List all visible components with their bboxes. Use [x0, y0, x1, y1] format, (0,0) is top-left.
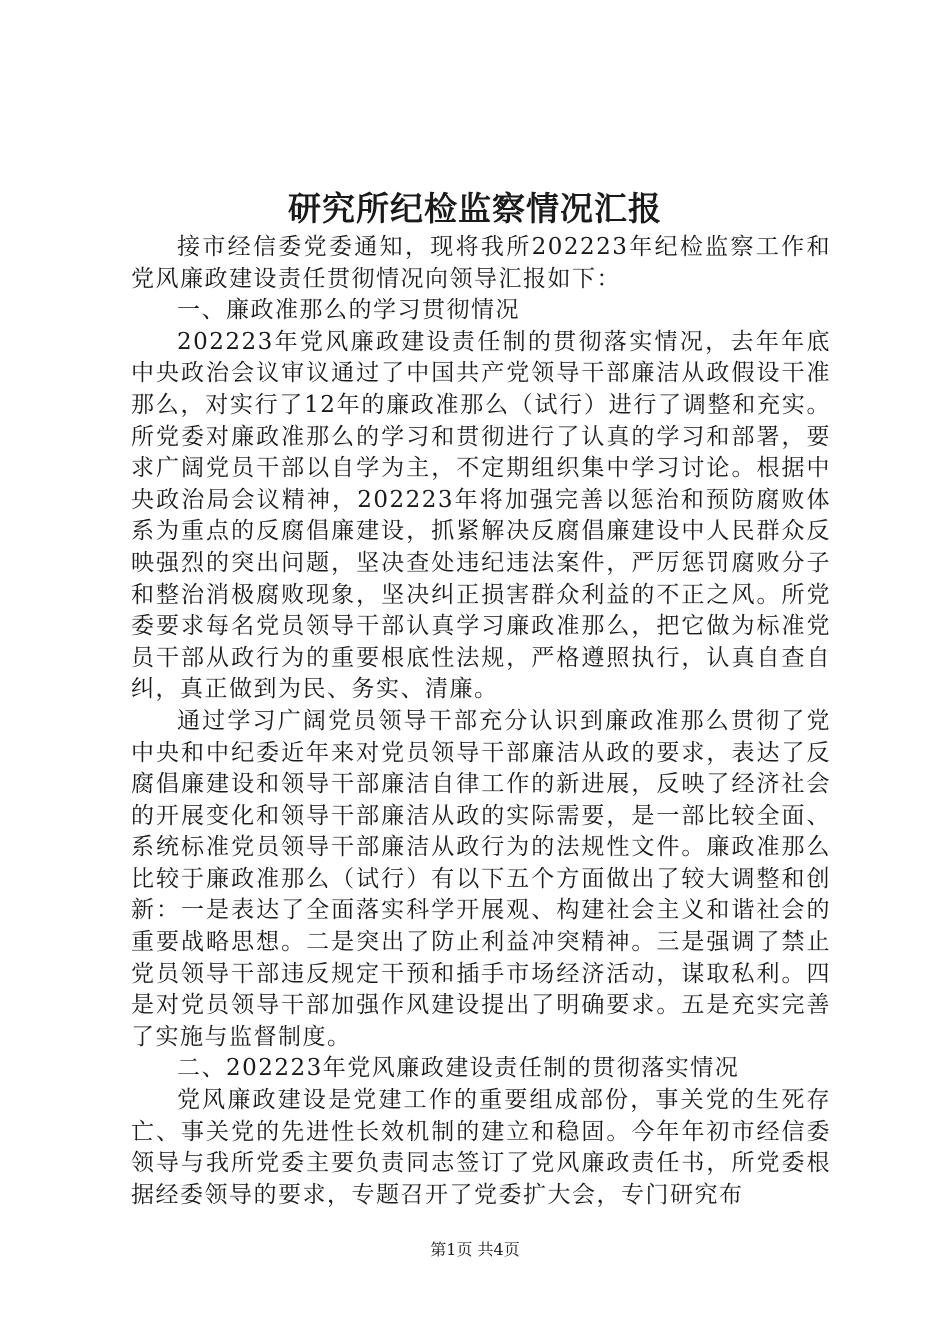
document-body: [131, 232, 831, 1211]
paragraph-section-1-a: 202223年党风廉政建设责任制的贯彻落实情况，去年年底中央政治会议审议通过了中国共产党领导干部廉洁从政假设干准那么，对实行了12年的廉政准那么（试行）进行了调整和充实。所党委对廉政准那么的学习和贯彻进行了认真的学习和部署，要求广阔党员干部以自学为主，不定期组织集中学习讨论。根据中央政治局会议精神，202223年将加强完善以惩治和预防腐败体系为重点的反腐倡廉建设，抓紧解决反腐倡廉建设中人民群众反映强烈的突出问题，坚决查处违纪违法案件，严厉惩罚腐败分子和整治消极腐败现象，坚决纠正损害群众利益的不正之风。所党委要求每名党员领导干部认真学习廉政准那么，把它做为标准党员干部从政行为的重要根底性法规，严格遵照执行，认真自查自纠，真正做到为民、务实、清廉。: [131, 328, 831, 703]
paragraph-section-1-b: 通过学习广阔党员领导干部充分认识到廉政准那么贯彻了党中央和中纪委近年来对党员领导干部廉洁从政的要求，表达了反腐倡廉建设和领导干部廉洁自律工作的新进展，反映了经济社会的开展变化和领导干部廉洁从政的实际需要，是一部比较全面、系统标准党员领导干部廉洁从政行为的法规性文件。廉政准那么比较于廉政准那么（试行）有以下五个方面做出了较大调整和创新：一是表达了全面落实科学开展观、构建社会主义和谐社会的重要战略思想。二是突出了防止利益冲突精神。三是强调了禁止党员领导干部违反规定干预和插手市场经济活动，谋取私利。四是对党员领导干部加强作风建设提出了明确要求。五是充实完善了实施与监督制度。: [131, 707, 831, 1050]
section-heading-2: 二、202223年党风廉政建设责任制的贯彻落实情况: [177, 1055, 740, 1082]
document-title: 研究所纪检监察情况汇报: [288, 189, 662, 228]
page-footer: 第1页 共4页: [430, 1240, 520, 1259]
paragraph-section-2-a: 党风廉政建设是党建工作的重要组成部份，事关党的生死存亡、事关党的先进性长效机制的建立和稳固。今年年初市经信委领导与我所党委主要负责同志签订了党风廉政责任书，所党委根据经委领导的要求，专题召开了党委扩大会，专门研究布: [131, 1087, 831, 1208]
paragraph-intro: 接市经信委党委通知，现将我所202223年纪检监察工作和党风廉政建设责任贯彻情况向领导汇报如下：: [131, 234, 831, 292]
section-heading-1: 一、廉政准那么的学习贯彻情况: [177, 297, 520, 324]
